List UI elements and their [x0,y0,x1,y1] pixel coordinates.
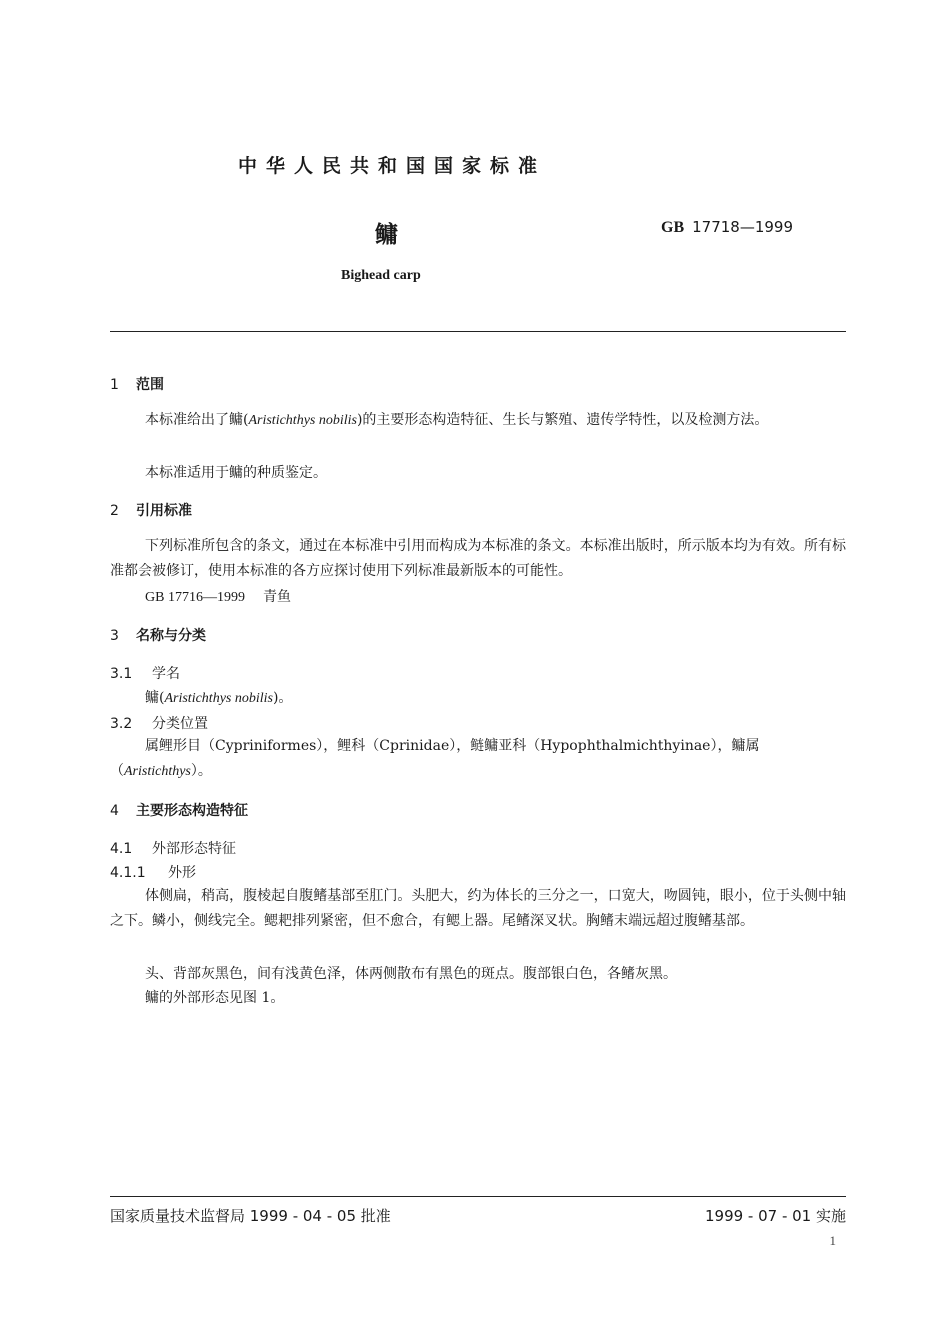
national-standard-title: 中华人民共和国国家标准 [238,155,547,177]
text-run: )。 [272,690,293,706]
text-run: 鳙( [145,690,165,706]
footer-divider [110,1196,846,1197]
subsection-title: 分类位置 [152,716,208,732]
scientific-name: Aristichthys nobilis [248,413,357,428]
header-divider [110,331,846,332]
section-3-heading [110,625,206,645]
text-run: 本标准给出了鳙( [145,412,249,428]
subsection-3-2-text-line-2 [110,759,846,784]
standard-code-number: 17718—1999 [692,218,794,236]
section-title: 名称与分类 [136,628,206,644]
section-number: 3 [110,628,119,644]
section-4-heading [110,800,248,820]
subsection-number: 3.2 [110,716,133,732]
standard-title-en: Bighead carp [341,268,421,283]
section-number: 1 [110,377,119,393]
section-title: 引用标准 [136,503,192,519]
effective-date: 1999 - 07 - 01 实施 [704,1207,846,1225]
scientific-name: Aristichthys nobilis [164,691,273,706]
subsection-number: 4.1 [110,841,133,857]
section-title: 主要形态构造特征 [136,803,248,819]
standard-code-prefix: GB [661,219,685,236]
section-1-heading [110,374,164,394]
subsection-4-1-1-paragraph-2: 头、背部灰黑色，间有浅黄色泽，体两侧散布有黑色的斑点。腹部银白色，各鳍灰黑。 [145,966,677,982]
text-run: （ [110,763,124,779]
subsection-title: 学名 [152,666,180,682]
subsection-title: 外形 [168,865,196,881]
page-number: 1 [829,1233,836,1248]
subsection-4-1-1-paragraph-3: 鳙的外部形态见图 1。 [145,990,285,1006]
section-2-heading [110,500,192,520]
scientific-name: Aristichthys [124,764,191,779]
subsection-3-2-heading [110,713,208,733]
reference-code: GB 17716—1999 [145,590,245,605]
subsection-4-1-heading [110,838,236,858]
subsection-title: 外部形态特征 [152,841,236,857]
subsection-number: 4.1.1 [110,865,146,881]
section-number: 2 [110,503,119,519]
section-1-paragraph-2: 本标准适用于鳙的种质鉴定。 [145,465,327,481]
reference-entry [145,586,291,606]
section-1-paragraph-1 [110,408,846,433]
subsection-4-1-1-heading [110,862,196,882]
section-title: 范围 [136,377,164,393]
text-run: )的主要形态构造特征、生长与繁殖、遗传学特性，以及检测方法。 [356,412,769,428]
subsection-number: 3.1 [110,666,133,682]
subsection-3-2-text-line-1: 属鲤形目（Cypriniformes），鲤科（Cprinidae），鲢鳙亚科（Hypophthalmichthyinae），鳙属 [145,738,760,754]
reference-name: 青鱼 [262,589,291,605]
issued-date: 国家质量技术监督局 1999 - 04 - 05 批准 [110,1207,391,1225]
section-2-paragraph-1: 下列标准所包含的条文，通过在本标准中引用而构成为本标准的条文。本标准出版时，所示版本均为有效。所有标准都会被修订，使用本标准的各方应探讨使用下列标准最新版本的可能性。 [110,538,846,579]
subsection-4-1-1-paragraph-1: 体侧扁，稍高，腹棱起自腹鳍基部至肛门。头肥大，约为体长的三分之一，口宽大，吻圆钝，眼小，位于头侧中轴之下。鳞小，侧线完全。鳃耙排列紧密，但不愈合，有鳃上器。尾鳍深叉状。胸鳍末端远超过腹鳍基部。 [110,888,846,929]
subsection-3-1-text [145,687,292,707]
subsection-3-1-heading [110,663,180,683]
section-number: 4 [110,803,119,819]
standard-title-cn: 鳙 [375,222,398,248]
standard-code [661,217,793,237]
text-run: ）。 [190,763,212,779]
